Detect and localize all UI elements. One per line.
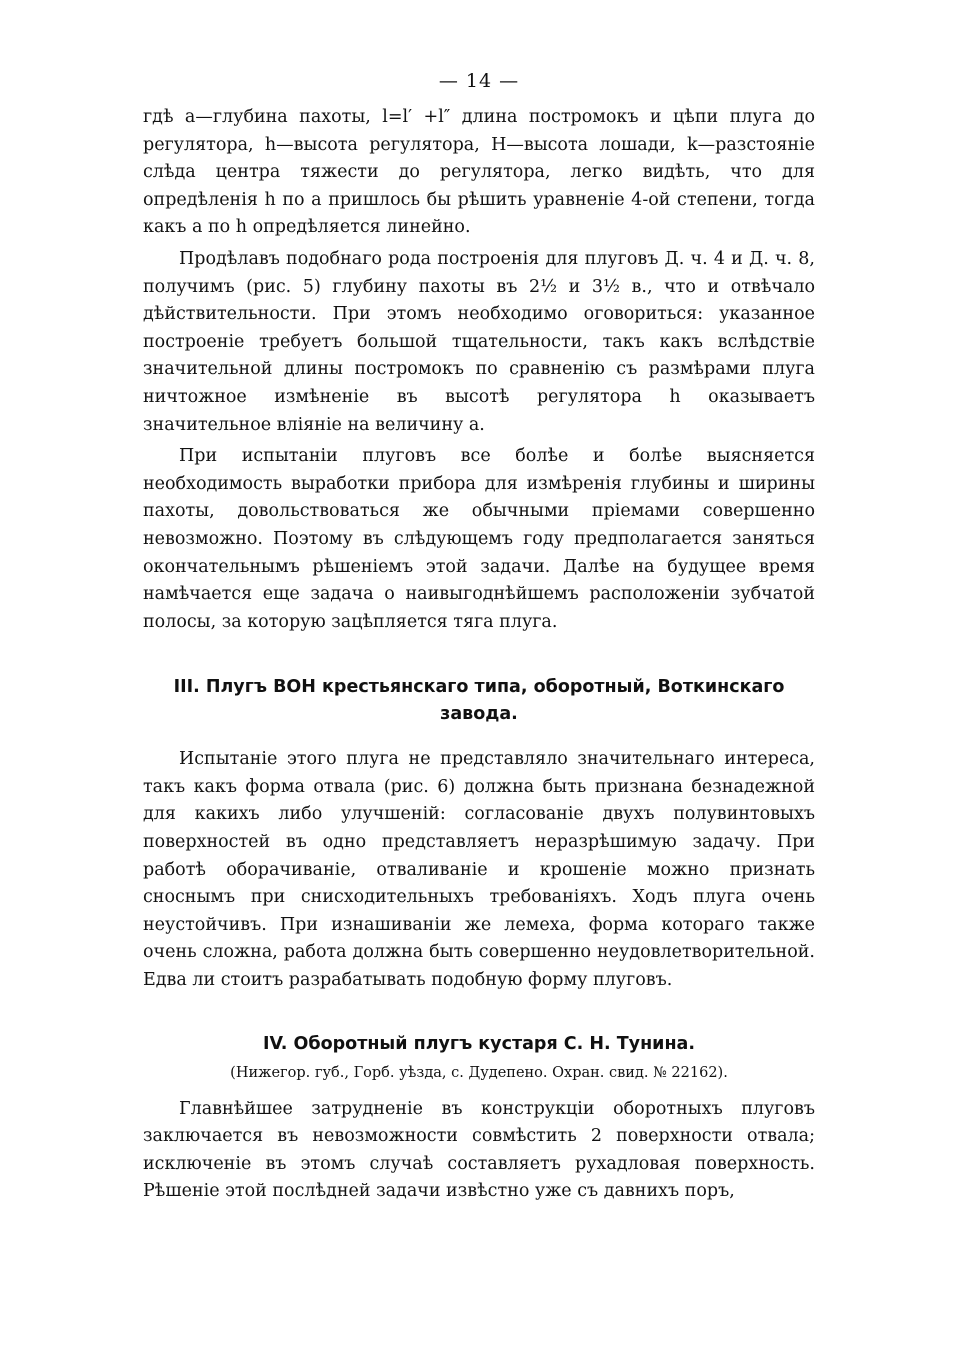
section-4-paragraph: Главнѣйшее затрудненіе въ конструкціи оборотныхъ плуговъ заключается въ невозможности совмѣстить 2 поверхности отвала; исключеніе въ этомъ случаѣ составляетъ рухадловая поверхность. Рѣшеніе этой послѣдней задачи извѣстно уже съ давнихъ поръ,	[143, 1098, 815, 1202]
page-number: — 14 —	[438, 70, 520, 92]
section-3-paragraph: Испытаніе этого плуга не представляло значительнаго интереса, такъ какъ форма отвала (рис. 6) должна быть признана безнадежной для какихъ либо улучшеній: согласованіе двухъ полувинтовыхъ поверхностей въ одно представляетъ неразрѣшимую задачу. При работѣ оборачиваніе, отваливаніе и крошеніе можно признать сноснымъ при снисходительныхъ требованіяхъ. Ходъ плуга очень неустойчивъ. При изнашиваніи же лемеха, форма котораго также очень сложна, работа должна быть совершенно неудовлетворительной. Едва ли стоитъ разрабатывать подобную форму плуговъ.	[143, 749, 815, 991]
paragraph-measurement-device: При испытаніи плуговъ все болѣе и болѣе выясняется необходимость выработки прибора для измѣренія глубины и ширины пахоты, довольствоваться же обычными пріемами совершенно невозможно. Поэтому въ слѣдующемъ году предполагается заняться окончательнымъ рѣшеніемъ этой задачи. Далѣе на будущее время намѣчается еще задача о наивыгоднѣйшемъ расположеніи зубчатой полосы, за которую зацѣпляется тяга плуга.	[143, 446, 815, 632]
section-3-heading: III. Плугъ ВОН крестьянскаго типа, оборотный, Воткинскаго завода.	[173, 677, 785, 725]
section-4-heading: IV. Оборотный плугъ кустаря С. Н. Тунина.	[262, 1033, 695, 1054]
paragraph-construction: Продѣлавъ подобнаго рода построенія для плуговъ Д. ч. 4 и Д. ч. 8, получимъ (рис. 5) глубину пахоты въ 2½ и 3½ в., что и отвѣчало дѣйствительности. При этомъ необходимо оговориться: указанное построеніе требуетъ большой тщательности, такъ какъ вслѣдствіе значительной длины постромокъ по сравненію съ размѣрами плуга ничтожное измѣненіе въ высотѣ регулятора h оказываетъ значительное вліяніе на величину a.	[143, 248, 815, 435]
document-page	[143, 70, 815, 1206]
section-4-subheading: (Нижегор. губ., Горб. уѣзда, с. Дудепено. Охран. свид. № 22162).	[230, 1064, 728, 1081]
paragraph-continuation: гдѣ a—глубина пахоты, l=l′ +l″ длина постромокъ и цѣпи плуга до регулятора, h—высота регулятора, H—высота лошади, k—разстояніе слѣда центра тяжести до регулятора, легко видѣть, что для опредѣленія h по a пришлось бы рѣшить уравненіе 4-ой степени, тогда какъ a по h опредѣляется линейно.	[143, 107, 815, 238]
